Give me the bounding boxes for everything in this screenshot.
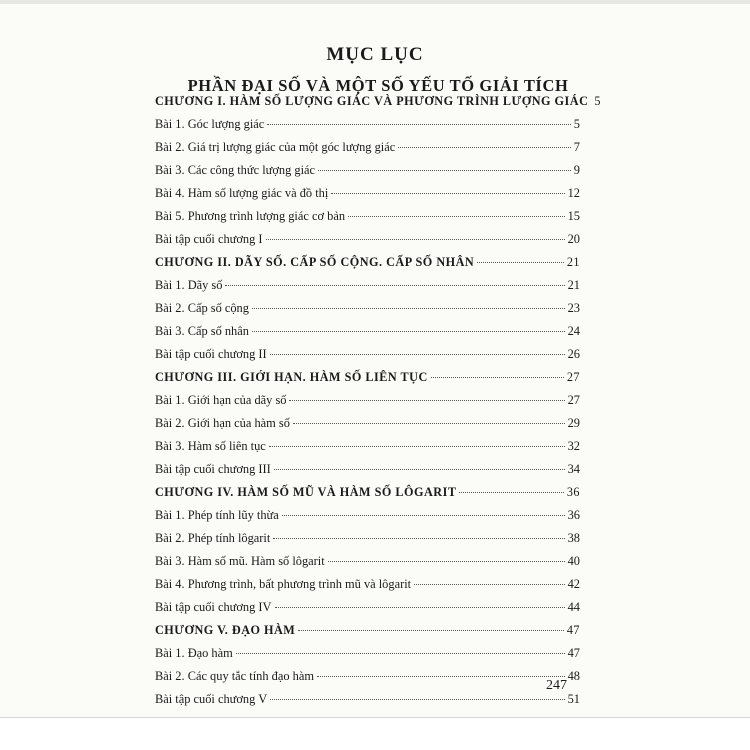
- toc-entry-page: 38: [567, 531, 580, 545]
- dot-leader: [459, 492, 563, 493]
- toc-entry-page: 5: [594, 94, 601, 108]
- toc-lesson-entry: [155, 416, 580, 439]
- toc-lesson-entry: [155, 692, 580, 715]
- toc-entry-title: Bài 2. Các quy tắc tính đạo hàm: [155, 669, 314, 683]
- toc-chapter-entry: [155, 485, 580, 508]
- dot-leader: [477, 262, 564, 263]
- toc-entry-title: Bài 1. Góc lượng giác: [155, 117, 265, 131]
- dot-leader: [328, 561, 565, 562]
- toc-entry-page: 36: [567, 508, 580, 522]
- toc-entry-title: Bài 3. Các công thức lượng giác: [155, 163, 316, 177]
- toc-entry-page: 44: [567, 600, 580, 614]
- dot-leader: [431, 377, 564, 378]
- toc-entry-page: 36: [566, 485, 580, 499]
- toc-entry-title: CHƯƠNG III. GIỚI HẠN. HÀM SỐ LIÊN TỤC: [155, 370, 428, 384]
- page-top-edge: [0, 0, 750, 4]
- toc-entry-title: Bài 1. Giới hạn của dãy số: [155, 393, 287, 407]
- toc-lesson-entry: [155, 117, 580, 140]
- toc-lesson-entry: [155, 393, 580, 416]
- page-title: MỤC LỤC: [326, 44, 424, 65]
- toc-entry-title: Bài 1. Dãy số: [155, 278, 223, 292]
- dot-leader: [317, 676, 565, 677]
- toc-lesson-entry: [155, 324, 580, 347]
- section-heading: PHẦN ĐẠI SỐ VÀ MỘT SỐ YẾU TỐ GIẢI TÍCH: [187, 76, 569, 95]
- toc-entry-title: Bài 3. Hàm số mũ. Hàm số lôgarit: [155, 554, 325, 568]
- toc-entry-page: 40: [567, 554, 580, 568]
- toc-entry-page: 29: [567, 416, 580, 430]
- toc-entry-page: 20: [567, 232, 580, 246]
- dot-leader: [289, 400, 564, 401]
- toc-lesson-entry: [155, 439, 580, 462]
- toc-lesson-entry: [155, 669, 580, 692]
- toc-entry-title: Bài 4. Hàm số lượng giác và đồ thị: [155, 186, 329, 200]
- dot-leader: [348, 216, 565, 217]
- toc-entry-title: Bài tập cuối chương V: [155, 692, 268, 706]
- toc-entry-page: 42: [567, 577, 580, 591]
- toc-entry-page: 15: [567, 209, 580, 223]
- toc-lesson-entry: [155, 554, 580, 577]
- page-bottom-margin: [0, 718, 750, 750]
- toc-lesson-entry: [155, 163, 580, 186]
- toc-lesson-entry: [155, 462, 580, 485]
- toc-entry-page: 27: [567, 393, 580, 407]
- toc-entry-title: Bài 2. Giá trị lượng giác của một góc lượng giác: [155, 140, 396, 154]
- toc-entry-page: 5: [573, 117, 580, 131]
- toc-entry-page: 51: [567, 692, 580, 706]
- toc-lesson-entry: [155, 347, 580, 370]
- toc-entry-title: Bài 2. Cấp số cộng: [155, 301, 249, 315]
- toc-entry-title: Bài 5. Phương trình lượng giác cơ bản: [155, 209, 346, 223]
- table-of-contents: [155, 94, 601, 715]
- toc-chapter-entry: [155, 94, 601, 117]
- toc-entry-title: Bài 1. Phép tính lũy thừa: [155, 508, 279, 522]
- toc-entry-title: Bài tập cuối chương II: [155, 347, 267, 361]
- dot-leader: [398, 147, 571, 148]
- toc-lesson-entry: [155, 278, 580, 301]
- dot-leader: [298, 630, 564, 631]
- toc-entry-page: 26: [567, 347, 580, 361]
- dot-leader: [318, 170, 571, 171]
- toc-lesson-entry: [155, 646, 580, 669]
- dot-leader: [270, 699, 564, 700]
- toc-entry-page: 9: [573, 163, 580, 177]
- toc-entry-title: Bài 2. Phép tính lôgarit: [155, 531, 271, 545]
- dot-leader: [293, 423, 565, 424]
- toc-entry-title: Bài tập cuối chương IV: [155, 600, 272, 614]
- toc-entry-page: 27: [566, 370, 580, 384]
- toc-chapter-entry: [155, 255, 580, 278]
- toc-entry-title: Bài 2. Giới hạn của hàm số: [155, 416, 290, 430]
- toc-entry-page: 32: [567, 439, 580, 453]
- toc-lesson-entry: [155, 531, 580, 554]
- dot-leader: [282, 515, 565, 516]
- toc-chapter-entry: [155, 623, 580, 646]
- toc-entry-page: 21: [566, 255, 580, 269]
- toc-lesson-entry: [155, 232, 580, 255]
- toc-entry-page: 48: [567, 669, 580, 683]
- page-number: 247: [546, 678, 567, 693]
- dot-leader: [269, 446, 565, 447]
- toc-entry-title: CHƯƠNG V. ĐẠO HÀM: [155, 623, 296, 637]
- dot-leader: [252, 308, 565, 309]
- toc-entry-page: 34: [567, 462, 580, 476]
- dot-leader: [267, 124, 571, 125]
- toc-entry-page: 7: [573, 140, 580, 154]
- toc-entry-title: CHƯƠNG IV. HÀM SỐ MŨ VÀ HÀM SỐ LÔGARIT: [155, 485, 457, 499]
- dot-leader: [266, 239, 565, 240]
- dot-leader: [225, 285, 564, 286]
- toc-entry-title: Bài 3. Cấp số nhân: [155, 324, 249, 338]
- toc-entry-title: CHƯƠNG II. DÃY SỐ. CẤP SỐ CỘNG. CẤP SỐ NHÂN: [155, 255, 475, 269]
- toc-lesson-entry: [155, 301, 580, 324]
- dot-leader: [273, 538, 564, 539]
- toc-entry-title: Bài 4. Phương trình, bất phương trình mũ và lôgarit: [155, 577, 412, 591]
- toc-entry-title: Bài 1. Đạo hàm: [155, 646, 233, 660]
- toc-entry-title: CHƯƠNG I. HÀM SỐ LƯỢNG GIÁC VÀ PHƯƠNG TRÌNH LƯỢNG GIÁC: [155, 94, 589, 108]
- toc-entry-page: 21: [567, 278, 580, 292]
- toc-chapter-entry: [155, 370, 580, 393]
- toc-entry-page: 23: [567, 301, 580, 315]
- toc-entry-title: Bài tập cuối chương I: [155, 232, 263, 246]
- dot-leader: [275, 607, 565, 608]
- dot-leader: [236, 653, 565, 654]
- toc-lesson-entry: [155, 508, 580, 531]
- toc-entry-page: 24: [567, 324, 580, 338]
- toc-lesson-entry: [155, 209, 580, 232]
- toc-entry-title: Bài 3. Hàm số liên tục: [155, 439, 266, 453]
- toc-lesson-entry: [155, 600, 580, 623]
- dot-leader: [252, 331, 565, 332]
- dot-leader: [331, 193, 564, 194]
- dot-leader: [414, 584, 565, 585]
- toc-entry-page: 12: [567, 186, 580, 200]
- toc-entry-page: 47: [566, 623, 580, 637]
- toc-entry-title: Bài tập cuối chương III: [155, 462, 271, 476]
- toc-lesson-entry: [155, 577, 580, 600]
- toc-lesson-entry: [155, 140, 580, 163]
- toc-lesson-entry: [155, 186, 580, 209]
- dot-leader: [274, 469, 565, 470]
- toc-entry-page: 47: [567, 646, 580, 660]
- dot-leader: [270, 354, 565, 355]
